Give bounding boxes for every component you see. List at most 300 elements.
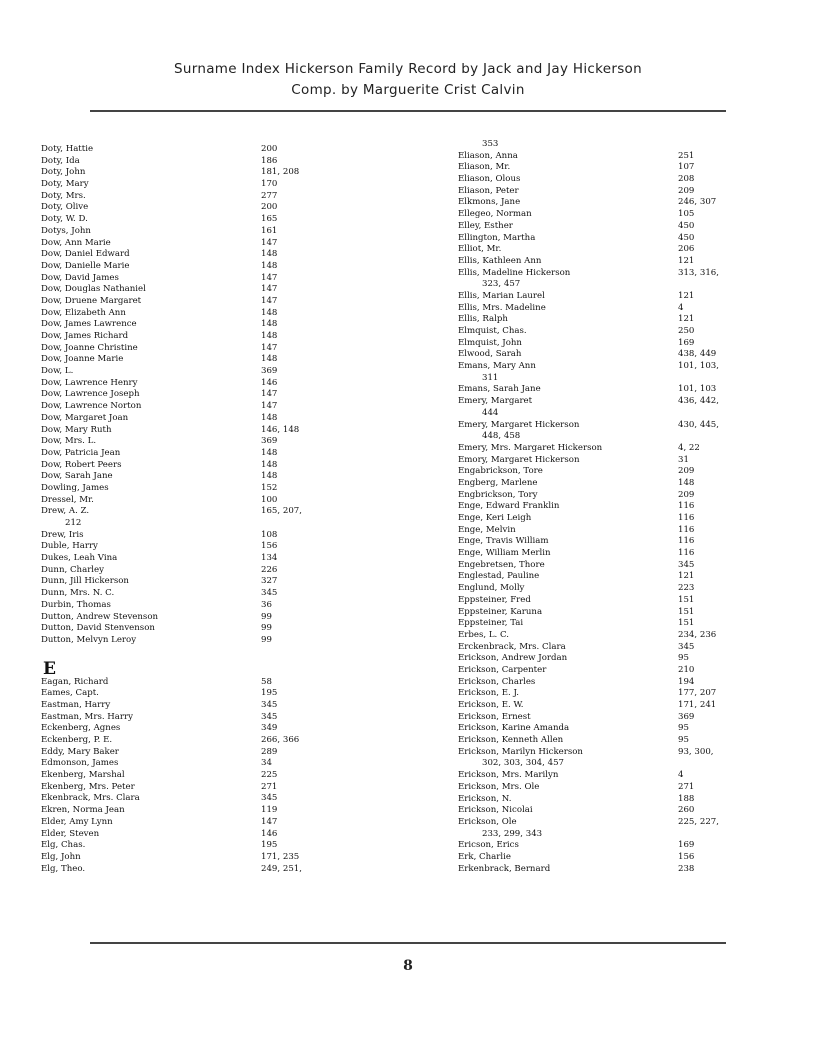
index-entry xyxy=(41,436,341,448)
index-entry xyxy=(458,571,758,583)
entry-name: Eliason, Peter xyxy=(458,185,519,196)
entry-name: Dow, Lawrence Henry xyxy=(41,377,138,388)
entry-pages: 99 xyxy=(261,623,272,634)
entry-name: Engebretsen, Thore xyxy=(458,559,545,570)
index-entry xyxy=(41,735,341,747)
index-entry xyxy=(458,548,758,560)
entry-name: Dotys, John xyxy=(41,225,91,236)
entry-pages: 327 xyxy=(261,576,278,587)
entry-pages: 58 xyxy=(261,676,272,687)
entry-pages: 99 xyxy=(261,611,272,622)
entry-pages: 121 xyxy=(678,571,695,582)
entry-name: Dow, Lawrence Norton xyxy=(41,401,142,412)
entry-name: Elwood, Sarah xyxy=(458,349,522,360)
index-entry xyxy=(41,723,341,735)
entry-name: Erk, Charlie xyxy=(458,851,511,862)
header-divider xyxy=(90,110,726,112)
entry-name: Dow, James Richard xyxy=(41,331,129,341)
entry-name: Erickson, Andrew Jordan xyxy=(458,653,568,664)
index-entry xyxy=(458,688,758,700)
index-entry xyxy=(458,665,758,677)
entry-pages: 151 xyxy=(678,618,695,629)
entry-name: Dow, Sarah Jane xyxy=(41,471,113,482)
entry-name: Erickson, E. W. xyxy=(458,700,524,710)
entry-pages: 249, 251, xyxy=(261,863,303,874)
entry-pages: 151 xyxy=(678,606,695,617)
entry-name: Dow, Patricia Jean xyxy=(41,447,121,458)
index-entry xyxy=(458,642,758,654)
entry-name: Eppsteiner, Karuna xyxy=(458,606,543,617)
entry-name: Dow, Margaret Joan xyxy=(41,412,129,423)
entry-pages: 147 xyxy=(261,272,278,283)
index-entry xyxy=(41,389,341,401)
entry-pages: 161 xyxy=(261,225,278,236)
index-entry xyxy=(458,735,758,747)
index-entry-continuation xyxy=(458,829,758,841)
entry-pages: 101, 103, xyxy=(678,361,720,372)
entry-pages: 31 xyxy=(678,454,689,465)
entry-pages: 209 xyxy=(678,466,695,477)
index-entry xyxy=(458,221,758,233)
index-entry xyxy=(458,186,758,198)
index-entry xyxy=(458,443,758,455)
entry-pages: 95 xyxy=(678,723,689,734)
index-entry xyxy=(458,583,758,595)
entry-name: Engbrickson, Tory xyxy=(458,489,538,500)
entry-name: Emans, Sarah Jane xyxy=(458,384,541,395)
entry-pages: 148 xyxy=(261,447,278,458)
index-entry xyxy=(458,209,758,221)
entry-pages: 450 xyxy=(678,232,695,243)
index-entry xyxy=(458,151,758,163)
index-entry xyxy=(41,541,341,553)
entry-name: Doty, Mary xyxy=(41,179,89,190)
entry-pages: 4 xyxy=(678,302,684,313)
page-number: 8 xyxy=(403,958,413,974)
entry-name: Ellington, Martha xyxy=(458,232,536,243)
entry-pages: 134 xyxy=(261,553,278,564)
entry-name: Elley, Esther xyxy=(458,220,513,231)
entry-name: Emery, Margaret Hickerson xyxy=(458,419,580,430)
entry-pages: 148 xyxy=(261,354,278,365)
entry-name: Ellis, Marian Laurel xyxy=(458,290,545,301)
entry-pages: 147 xyxy=(261,342,278,353)
index-entry xyxy=(458,794,758,806)
entry-pages: 277 xyxy=(261,190,278,201)
header-title-line2: Comp. by Marguerite Crist Calvin xyxy=(291,82,525,98)
entry-pages: 146 xyxy=(261,377,278,388)
entry-name: Dow, Elizabeth Ann xyxy=(41,307,126,318)
entry-pages: 165 xyxy=(261,214,278,225)
index-entry xyxy=(458,291,758,303)
entry-name: Drew, A. Z. xyxy=(41,506,90,517)
index-entry xyxy=(458,501,758,513)
entry-pages: 147 xyxy=(261,295,278,306)
entry-name: Eastman, Mrs. Harry xyxy=(41,711,134,722)
index-entry xyxy=(41,688,341,700)
section-letter: E xyxy=(43,658,56,679)
entry-name: Duble, Harry xyxy=(41,541,98,552)
entry-pages: 95 xyxy=(678,735,689,746)
index-entry xyxy=(458,384,758,396)
index-entry xyxy=(458,817,758,829)
index-entry xyxy=(458,303,758,315)
index-entry xyxy=(41,793,341,805)
entry-pages: 209 xyxy=(678,185,695,196)
entry-name: Ellis, Madeline Hickerson xyxy=(458,267,571,278)
index-entry xyxy=(41,319,341,331)
index-entry xyxy=(41,712,341,724)
index-entry-continuation xyxy=(458,373,758,385)
section-heading xyxy=(41,647,341,677)
index-entry xyxy=(41,202,341,214)
entry-name: Engabrickson, Tore xyxy=(458,466,543,477)
index-entry xyxy=(41,401,341,413)
index-entry xyxy=(41,635,341,647)
entry-name: Dow, Druene Margaret xyxy=(41,295,142,306)
index-entry xyxy=(41,588,341,600)
index-entry-continuation xyxy=(458,279,758,291)
entry-pages: 147 xyxy=(261,389,278,400)
index-entry xyxy=(458,595,758,607)
index-entry xyxy=(458,396,758,408)
entry-pages: 271 xyxy=(261,781,278,792)
entry-pages: 100 xyxy=(261,494,278,505)
index-entry xyxy=(41,413,341,425)
index-entry xyxy=(458,536,758,548)
index-entry xyxy=(41,864,341,876)
index-entry xyxy=(41,612,341,624)
entry-pages: 105 xyxy=(678,209,695,220)
entry-pages: 209 xyxy=(678,489,695,500)
index-entry-continuation xyxy=(458,431,758,443)
entry-pages: 148 xyxy=(261,331,278,341)
entry-name: Eames, Capt. xyxy=(41,688,99,699)
entry-name: Eliason, Olous xyxy=(458,174,521,185)
index-entry xyxy=(458,782,758,794)
entry-pages: 246, 307 xyxy=(678,197,717,208)
entry-pages: 177, 207 xyxy=(678,688,717,699)
index-entry-continuation xyxy=(458,758,758,770)
index-entry xyxy=(458,455,758,467)
index-entry xyxy=(458,712,758,724)
entry-name: Dow, Joanne Marie xyxy=(41,354,124,365)
entry-pages: 4, 22 xyxy=(678,442,700,453)
index-entry xyxy=(458,349,758,361)
entry-name: Emory, Margaret Hickerson xyxy=(458,454,580,465)
entry-pages: 200 xyxy=(261,144,278,154)
index-entry xyxy=(458,630,758,642)
index-entry xyxy=(41,214,341,226)
entry-name: Dukes, Leah Vina xyxy=(41,553,118,564)
entry-name: Enge, Melvin xyxy=(458,524,516,535)
entry-pages: 151 xyxy=(678,594,695,605)
entry-pages: 369 xyxy=(261,436,278,447)
entry-pages: 101, 103 xyxy=(678,384,717,395)
entry-name: Dutton, Andrew Stevenson xyxy=(41,611,159,622)
index-entry xyxy=(41,156,341,168)
entry-name: Emery, Margaret xyxy=(458,396,533,407)
entry-name: Elmquist, John xyxy=(458,337,522,348)
index-entry xyxy=(458,268,758,280)
entry-name: Eppsteiner, Tai xyxy=(458,618,524,629)
index-entry xyxy=(41,770,341,782)
entry-pages: 313, 316, xyxy=(678,267,720,278)
entry-pages: 148 xyxy=(261,249,278,260)
entry-pages: 345 xyxy=(678,641,695,652)
entry-pages: 152 xyxy=(261,482,278,493)
index-entry xyxy=(41,623,341,635)
entry-name: Dressel, Mr. xyxy=(41,494,94,505)
entry-name: Elg, Theo. xyxy=(41,863,86,874)
entry-pages: 121 xyxy=(678,255,695,266)
entry-pages: 116 xyxy=(678,501,695,512)
entry-pages: 170 xyxy=(261,179,278,190)
index-entry xyxy=(458,653,758,665)
index-entry xyxy=(458,618,758,630)
entry-name: Elliot, Mr. xyxy=(458,244,502,255)
entry-name: Dow, Ann Marie xyxy=(41,237,111,248)
entry-name: Eckenberg, P. E. xyxy=(41,735,113,745)
entry-pages: 225 xyxy=(261,770,278,781)
entry-name: Emery, Mrs. Margaret Hickerson xyxy=(458,442,603,453)
entry-name: Ekren, Norma Jean xyxy=(41,805,125,816)
entry-pages: 93, 300, xyxy=(678,746,714,757)
entry-pages: 148 xyxy=(261,471,278,482)
entry-name: Eppsteiner, Fred xyxy=(458,594,531,605)
entry-name: Dow, Douglas Nathaniel xyxy=(41,284,146,295)
entry-pages: 250 xyxy=(678,326,695,336)
entry-pages: 116 xyxy=(678,548,695,559)
entry-pages: 156 xyxy=(261,541,278,552)
entry-pages: 345 xyxy=(261,793,278,804)
entry-name: Dow, Lawrence Joseph xyxy=(41,389,140,400)
entry-name: Erickson, N. xyxy=(458,793,512,804)
entry-name: Erickson, Nicolai xyxy=(458,805,533,816)
index-entry xyxy=(41,308,341,320)
entry-pages: 148 xyxy=(261,260,278,271)
entry-name: Doty, Olive xyxy=(41,202,89,213)
entry-pages: 349 xyxy=(261,723,278,734)
entry-pages: 156 xyxy=(678,851,695,862)
entry-name: Erickson, Mrs. Ole xyxy=(458,781,540,792)
entry-pages: 169 xyxy=(678,840,695,851)
index-entry xyxy=(458,560,758,572)
entry-name: Erickson, Charles xyxy=(458,676,536,687)
index-entry xyxy=(458,244,758,256)
index-entry xyxy=(41,495,341,507)
entry-pages: 108 xyxy=(261,529,278,540)
entry-pages: 95 xyxy=(678,653,689,664)
index-entry xyxy=(41,331,341,343)
index-entry xyxy=(458,723,758,735)
index-entry xyxy=(41,191,341,203)
index-entry xyxy=(458,256,758,268)
entry-pages: 210 xyxy=(678,664,695,675)
entry-name: Erkenbrack, Bernard xyxy=(458,863,551,874)
index-list-e xyxy=(41,677,341,876)
entry-name: Dow, Joanne Christine xyxy=(41,342,138,353)
entry-name: Eastman, Harry xyxy=(41,699,111,710)
entry-pages: 208 xyxy=(678,174,695,185)
entry-name: Dutton, David Stenvenson xyxy=(41,623,155,634)
index-entry xyxy=(458,840,758,852)
entry-pages: 146, 148 xyxy=(261,424,300,435)
entry-name: Englund, Molly xyxy=(458,583,525,594)
index-entry xyxy=(41,460,341,472)
entry-pages: 107 xyxy=(678,162,695,173)
index-entry xyxy=(458,197,758,209)
entry-name: Dow, Mary Ruth xyxy=(41,424,112,435)
entry-pages: 430, 445, xyxy=(678,419,720,430)
index-list-right xyxy=(458,139,758,875)
entry-pages: 200 xyxy=(261,202,278,213)
index-entry xyxy=(458,326,758,338)
entry-pages: 195 xyxy=(261,840,278,851)
entry-name: Erickson, Mrs. Marilyn xyxy=(458,770,559,781)
entry-name: Erickson, Kenneth Allen xyxy=(458,735,564,746)
entry-name: Dow, Daniel Edward xyxy=(41,249,130,260)
index-entry xyxy=(458,525,758,537)
entry-name: 311 xyxy=(482,372,499,383)
entry-pages: 147 xyxy=(261,816,278,827)
entry-pages: 148 xyxy=(261,412,278,423)
entry-name: Ellis, Mrs. Madeline xyxy=(458,302,546,313)
entry-name: Dowling, James xyxy=(41,482,109,493)
entry-name: Dunn, Charley xyxy=(41,564,104,575)
entry-name: Dow, Mrs. L. xyxy=(41,436,97,447)
entry-name: Emans, Mary Ann xyxy=(458,361,536,372)
entry-name: Erickson, E. J. xyxy=(458,688,519,699)
entry-pages: 171, 241 xyxy=(678,700,717,710)
entry-pages: 450 xyxy=(678,220,695,231)
index-entry xyxy=(41,167,341,179)
entry-name: Elder, Amy Lynn xyxy=(41,816,113,827)
entry-pages: 194 xyxy=(678,676,695,687)
entry-pages: 438, 449 xyxy=(678,349,717,360)
entry-name: Drew, Iris xyxy=(41,529,84,540)
entry-name: Ericson, Erics xyxy=(458,840,519,851)
index-entry xyxy=(458,162,758,174)
index-entry-continuation xyxy=(41,518,341,530)
entry-name: Doty, Mrs. xyxy=(41,190,86,201)
entry-name: 353 xyxy=(482,139,499,149)
entry-name: Erickson, Ole xyxy=(458,816,517,827)
index-entry xyxy=(458,513,758,525)
footer-divider xyxy=(90,942,726,944)
index-entry xyxy=(458,420,758,432)
entry-name: Eliason, Mr. xyxy=(458,162,511,173)
entry-pages: 121 xyxy=(678,314,695,325)
entry-name: Doty, Ida xyxy=(41,155,80,166)
entry-name: Dunn, Mrs. N. C. xyxy=(41,588,115,599)
entry-pages: 266, 366 xyxy=(261,735,300,745)
index-entry xyxy=(458,770,758,782)
entry-name: Ekenberg, Marshal xyxy=(41,770,125,781)
entry-name: Eagan, Richard xyxy=(41,676,109,687)
entry-pages: 148 xyxy=(678,477,695,488)
entry-name: Ellegeo, Norman xyxy=(458,209,532,220)
entry-pages: 148 xyxy=(261,319,278,330)
entry-name: Eddy, Mary Baker xyxy=(41,746,119,757)
entry-pages: 146 xyxy=(261,828,278,839)
index-entry xyxy=(41,296,341,308)
index-entry xyxy=(41,506,341,518)
entry-name: 233, 299, 343 xyxy=(482,828,543,839)
entry-pages: 206 xyxy=(678,244,695,255)
index-entry xyxy=(41,576,341,588)
index-entry xyxy=(41,747,341,759)
entry-pages: 116 xyxy=(678,536,695,547)
index-entry xyxy=(458,700,758,712)
index-entry xyxy=(458,490,758,502)
entry-pages: 36 xyxy=(261,599,272,610)
index-entry xyxy=(41,530,341,542)
entry-name: Enge, Edward Franklin xyxy=(458,501,560,512)
entry-name: 323, 457 xyxy=(482,279,521,290)
index-entry xyxy=(458,607,758,619)
entry-name: Eckenberg, Agnes xyxy=(41,723,121,734)
index-entry xyxy=(41,805,341,817)
index-entry xyxy=(41,238,341,250)
index-entry xyxy=(41,817,341,829)
entry-name: Edmonson, James xyxy=(41,758,119,769)
index-entry xyxy=(41,226,341,238)
entry-name: 212 xyxy=(65,518,82,528)
index-entry xyxy=(41,829,341,841)
entry-pages: 171, 235 xyxy=(261,851,300,862)
entry-pages: 4 xyxy=(678,770,684,781)
entry-name: Elmquist, Chas. xyxy=(458,326,527,336)
entry-name: Englestad, Pauline xyxy=(458,571,540,582)
index-entry xyxy=(41,354,341,366)
entry-pages: 345 xyxy=(678,559,695,570)
index-entry xyxy=(41,782,341,794)
entry-pages: 436, 442, xyxy=(678,396,720,407)
index-entry xyxy=(41,758,341,770)
index-entry-continuation xyxy=(458,408,758,420)
entry-pages: 121 xyxy=(678,290,695,301)
entry-name: Dow, Robert Peers xyxy=(41,459,122,470)
index-entry xyxy=(458,852,758,864)
entry-name: Enge, Keri Leigh xyxy=(458,513,532,523)
index-entry xyxy=(41,565,341,577)
index-entry xyxy=(458,805,758,817)
entry-pages: 188 xyxy=(678,793,695,804)
entry-name: Doty, W. D. xyxy=(41,214,88,225)
entry-name: Engberg, Marlene xyxy=(458,477,538,488)
entry-name: Enge, Travis William xyxy=(458,536,549,547)
header-title-line1: Surname Index Hickerson Family Record by Jack and Jay Hickerson xyxy=(174,61,642,77)
entry-name: 444 xyxy=(482,407,499,418)
index-entry xyxy=(458,466,758,478)
index-entry xyxy=(41,448,341,460)
entry-pages: 116 xyxy=(678,513,695,523)
entry-name: Elkmons, Jane xyxy=(458,197,521,208)
entry-name: Dow, James Lawrence xyxy=(41,319,137,330)
entry-name: Dutton, Melvyn Leroy xyxy=(41,634,137,645)
entry-name: Doty, John xyxy=(41,167,86,178)
entry-name: Eliason, Anna xyxy=(458,150,518,161)
entry-pages: 260 xyxy=(678,805,695,816)
entry-pages: 223 xyxy=(678,583,695,594)
entry-name: Enge, William Merlin xyxy=(458,548,551,559)
entry-name: Dow, L. xyxy=(41,366,74,377)
index-entry xyxy=(41,840,341,852)
index-entry xyxy=(41,249,341,261)
entry-pages: 238 xyxy=(678,863,695,874)
entry-pages: 186 xyxy=(261,155,278,166)
